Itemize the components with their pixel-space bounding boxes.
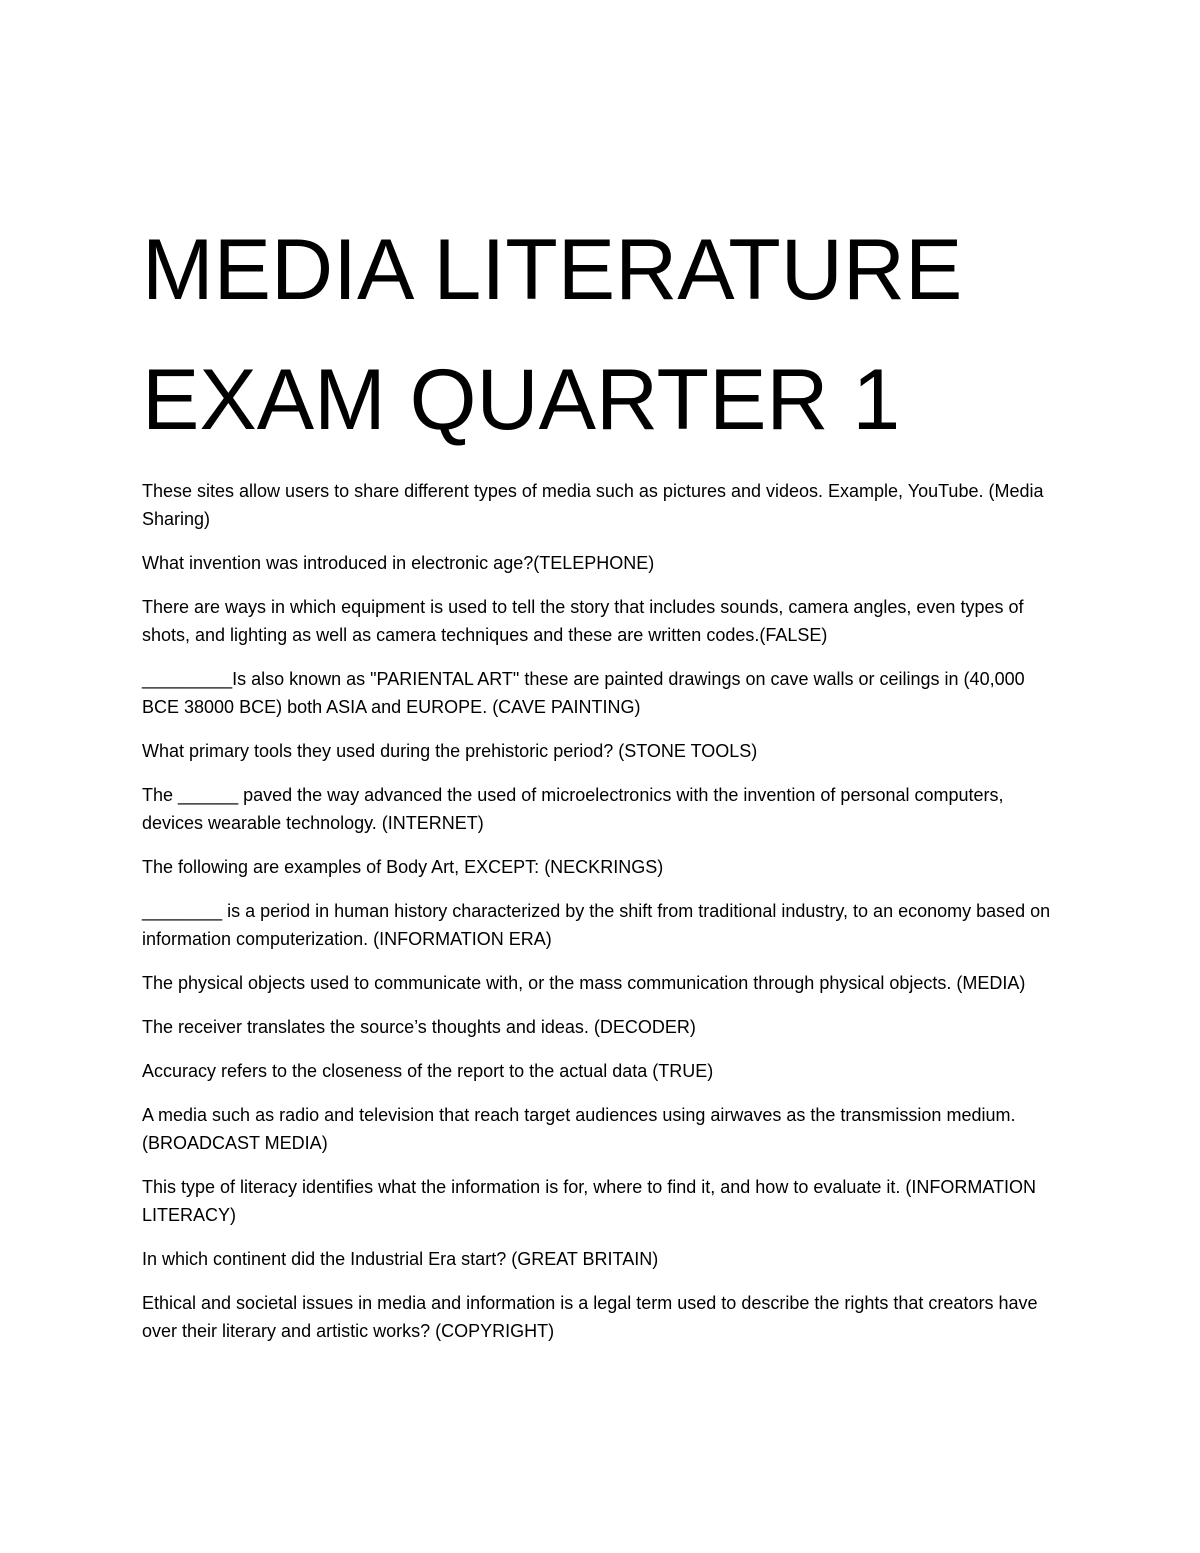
question-item: The physical objects used to communicate with, or the mass communication through physical objects. (MEDIA): [142, 973, 1026, 993]
question-list: [142, 477, 1062, 1345]
question-item: The receiver translates the source’s thoughts and ideas. (DECODER): [142, 1017, 696, 1037]
question-item: What primary tools they used during the prehistoric period? (STONE TOOLS): [142, 741, 758, 761]
question-item: ________ is a period in human history characterized by the shift from traditional industry, to an economy based on information computerization. (INFORMATION ERA): [142, 901, 1051, 949]
question-item: These sites allow users to share different types of media such as pictures and videos. Example, YouTube. (Media Sharing): [142, 481, 1044, 529]
question-item: In which continent did the Industrial Era start? (GREAT BRITAIN): [142, 1249, 659, 1269]
question-item: _________Is also known as "PARIENTAL ART" these are painted drawings on cave walls or ceilings in (40,000 BCE 38000 BCE) both ASIA and EUROPE. (CAVE PAINTING): [142, 669, 1025, 717]
question-item: Ethical and societal issues in media and information is a legal term used to describe the rights that creators have over their literary and artistic works? (COPYRIGHT): [142, 1293, 1038, 1341]
question-item: A media such as radio and television that reach target audiences using airwaves as the transmission medium. (BROADCAST MEDIA): [142, 1105, 1016, 1153]
question-item: What invention was introduced in electronic age?(TELEPHONE): [142, 553, 655, 573]
title-line-2: EXAM QUARTER 1: [142, 352, 901, 448]
title-line-1: MEDIA LITERATURE: [142, 222, 963, 318]
question-item: Accuracy refers to the closeness of the report to the actual data (TRUE): [142, 1061, 714, 1081]
document-title: [142, 205, 1062, 465]
question-item: This type of literacy identifies what the information is for, where to find it, and how to evaluate it. (INFORMATION LITERACY): [142, 1177, 1037, 1225]
question-item: There are ways in which equipment is used to tell the story that includes sounds, camera angles, even types of shots, and lighting as well as camera techniques and these are written codes.(FALSE): [142, 597, 1024, 645]
document-content: [142, 205, 1062, 1361]
question-item: The ______ paved the way advanced the used of microelectronics with the invention of personal computers, devices wearable technology. (INTERNET): [142, 785, 1004, 833]
question-item: The following are examples of Body Art, EXCEPT: (NECKRINGS): [142, 857, 664, 877]
